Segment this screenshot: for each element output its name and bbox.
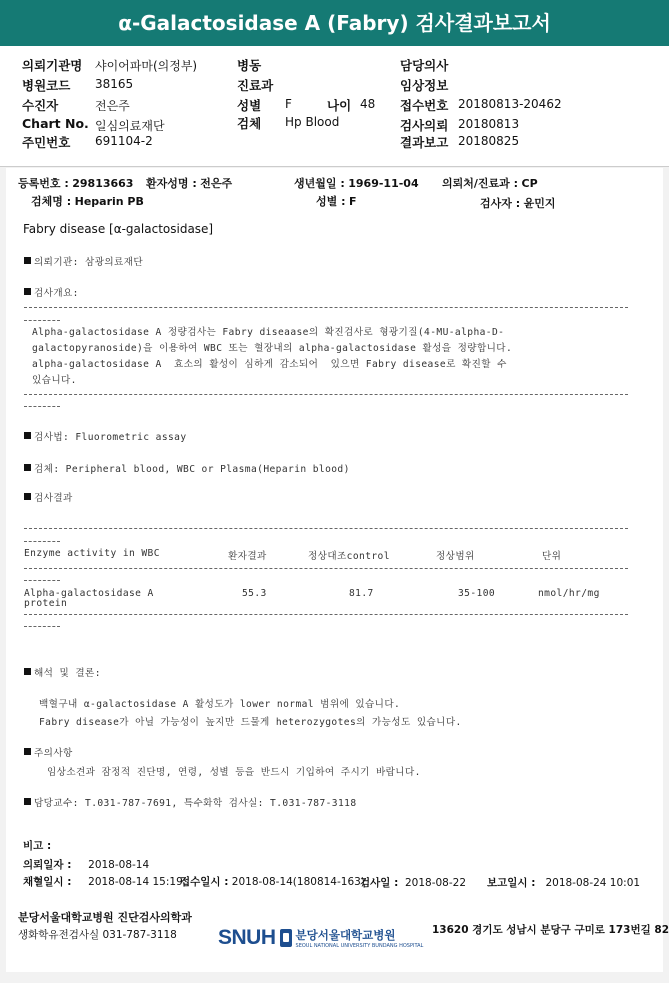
hospital-address: 13620 경기도 성남시 분당구 구미로 173번길 82 (432, 924, 669, 936)
table-cell-range: 35-100 (458, 588, 496, 599)
caution-heading: 주의사항 (24, 745, 73, 759)
patient-sex: 성별 : F (316, 195, 357, 208)
overview-line: 있습니다. (32, 375, 77, 386)
header-label: 병동 (237, 58, 262, 73)
divider (24, 528, 628, 529)
patient-tester: 검사자 : 윤민지 (480, 197, 556, 210)
header-value: 샤이어파마(의정부) (95, 59, 198, 73)
divider (24, 320, 60, 321)
header-value: 전은주 (95, 99, 130, 113)
overview-line: Alpha-galactosidase A 정량검사는 Fabry diseaase의 확진검사로 형광기질(4-MU-alpha-D- (32, 327, 505, 338)
report-header (0, 46, 669, 167)
remark-label: 비고 : (23, 840, 52, 852)
header-value: 691104-2 (95, 134, 153, 148)
caution-line: 임상소견과 잠정적 진단명, 연령, 성별 등을 반드시 기입하여 주시기 바랍니다. (47, 767, 421, 778)
divider (24, 541, 60, 542)
header-label: 병원코드 (22, 78, 71, 93)
report-body (6, 168, 669, 972)
divider (24, 580, 60, 581)
divider (24, 307, 628, 308)
hospital-logo (218, 926, 423, 950)
header-value: F (285, 97, 292, 111)
overview-line: alpha-galactosidase A 효소의 활성이 심하게 감소되어 있으면 Fabry disease로 확진할 수 (32, 359, 507, 370)
header-label: 의뢰기관명 (22, 58, 83, 73)
header-label: 나이 (327, 98, 352, 113)
patient-name: 환자성명 : 전은주 (146, 177, 233, 190)
department-name: 분당서울대학교병원 진단검사의학과 (18, 911, 192, 924)
snuh-logo-text: SNUH (218, 926, 276, 949)
overview-line: galactopyranoside)을 이용하여 WBC 또는 혈장내의 alpha-galactosidase 활성을 정량합니다. (32, 343, 513, 354)
interpretation-line: 백혈구내 α-galactosidase A 활성도가 lower normal 범위에 있습니다. (39, 699, 401, 710)
header-label: 수진자 (22, 98, 59, 113)
table-header: 환자결과 (228, 551, 267, 562)
report-title: α-Galactosidase A (Fabry) 검사결과보고서 (0, 0, 669, 46)
patient-dept: 의뢰처/진료과 : CP (442, 177, 538, 190)
draw-date: 채혈일시 : 2018-08-14 15:19 (23, 876, 183, 888)
table-cell-control: 81.7 (349, 588, 374, 599)
contact-line: 담당교수: T.031-787-7691, 특수화학 검사실: T.031-787-3118 (24, 795, 357, 809)
header-label: 진료과 (237, 78, 274, 93)
overview-heading: 검사개요: (24, 285, 79, 299)
header-label: 결과보고 (400, 135, 449, 150)
section-title: Fabry disease [α-galactosidase] (23, 222, 214, 236)
table-header: 단위 (542, 551, 562, 562)
table-cell-name: Alpha-galactosidase A (24, 588, 154, 599)
hospital-emblem-icon (280, 929, 292, 947)
patient-dob: 생년월일 : 1969-11-04 (294, 177, 419, 190)
interpretation-line: Fabry disease가 아닐 가능성이 높지만 드물게 heterozygotes의 가능성도 있습니다. (39, 717, 462, 728)
table-cell-name: protein (24, 598, 68, 609)
header-label: 성별 (237, 98, 262, 113)
table-header: Enzyme activity in WBC (24, 548, 160, 559)
table-cell-result: 55.3 (242, 588, 267, 599)
patient-reg: 등록번호 : 29813663 (18, 177, 134, 190)
divider (24, 568, 628, 569)
receive-date: 접수일시 : 2018-08-14(180814-163) (180, 876, 365, 888)
institution-line: 의뢰기관: 삼광의료재단 (24, 254, 143, 268)
header-label: 임상정보 (400, 78, 449, 93)
header-label: Chart No. (22, 116, 89, 131)
header-value: 일심의료재단 (95, 119, 165, 133)
header-label: 접수번호 (400, 98, 449, 113)
header-value: 48 (360, 97, 376, 111)
report-date: 보고일시 : 2018-08-24 10:01 (487, 877, 641, 889)
header-label: 검사의뢰 (400, 118, 449, 133)
header-value: 20180813-20462 (458, 97, 562, 111)
table-cell-unit: nmol/hr/mg (538, 588, 600, 599)
header-value: 20180825 (458, 134, 520, 148)
sample-line: 검체: Peripheral blood, WBC or Plasma(Heparin blood) (24, 461, 350, 475)
header-label: 주민번호 (22, 135, 71, 150)
lab-line: 생화학유전검사실 031-787-3118 (18, 929, 177, 941)
patient-specimen: 검체명 : Heparin PB (31, 195, 144, 208)
divider (24, 394, 628, 395)
logo-name: 분당서울대학교병원 SEOUL NATIONAL UNIVERSITY BUNDANG HOSPITAL (295, 928, 424, 949)
table-header: 정상범위 (436, 551, 475, 562)
header-label: 검체 (237, 116, 262, 131)
divider (24, 614, 628, 615)
header-label: 담당의사 (400, 58, 449, 73)
method-line: 검사법: Fluorometric assay (24, 429, 187, 443)
divider (24, 626, 60, 627)
result-heading: 검사결과 (24, 490, 73, 504)
header-value: 20180813 (458, 117, 520, 131)
header-value: 38165 (95, 77, 134, 91)
header-value: Hp Blood (285, 115, 340, 129)
request-date: 의뢰일자 : 2018-08-14 (23, 859, 150, 871)
table-header: 정상대조control (308, 551, 390, 562)
test-date: 검사일 : 2018-08-22 (360, 877, 467, 889)
interpretation-heading: 해석 및 결론: (24, 665, 101, 679)
divider (24, 406, 60, 407)
